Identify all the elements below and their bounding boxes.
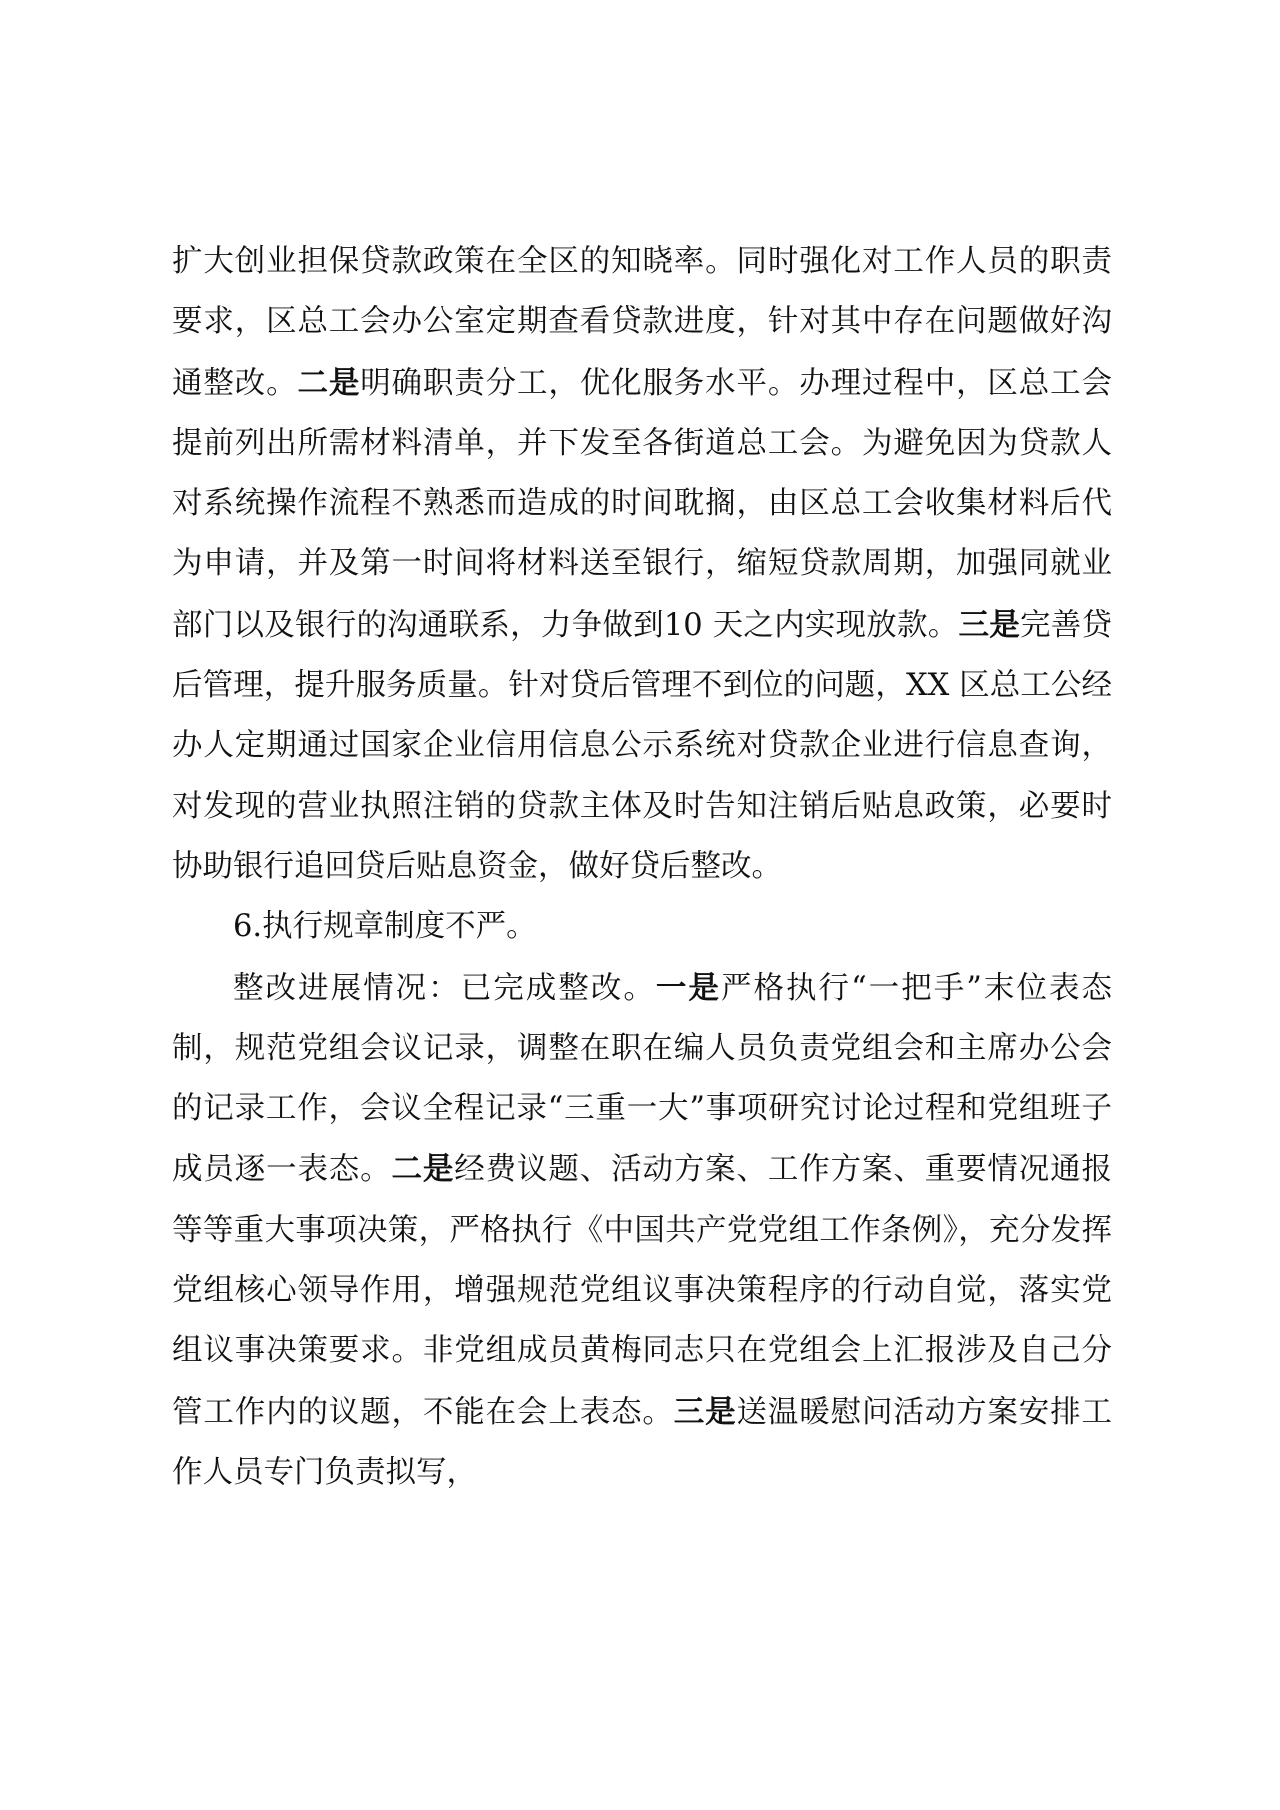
bold-marker-second: 二是 bbox=[297, 364, 361, 401]
bold-marker-second: 二是 bbox=[391, 1151, 455, 1188]
text-segment: 送温暖慰问活动方案安排工作人员专门负责拟写， bbox=[172, 1394, 1113, 1490]
bold-marker-third: 三是 bbox=[958, 606, 1021, 643]
paragraph-loan-rectification bbox=[172, 232, 1112, 897]
text-segment: 经费议题、活动方案、工作方案、重要情况通报等等重大事项决策，严格执行《中国共产党党组工作条例》，充分发挥党组核心领导作用，增强规范党组议事决策程序的行动自觉，落实党组议事决策要求。非党组成员黄梅同志只在党组会上汇报涉及自己分管工作内的议题，不能在会上表态。 bbox=[172, 1152, 1113, 1430]
section-heading-6: 6.执行规章制度不严。 bbox=[233, 909, 537, 945]
bold-marker-third: 三是 bbox=[673, 1393, 737, 1430]
document-body bbox=[172, 232, 1112, 1503]
text-segment: 严格执行“一把手”末位表态制，规范党组会议记录，调整在职在编人员负责党组会和主席办公会的记录工作，会议全程记录“三重一大”事项研究讨论过程和党组班子成员逐一表态。 bbox=[172, 970, 1112, 1188]
text-segment: 完善贷后管理，提升服务质量。针对贷后管理不到位的问题，XX 区总工公经办人定期通过国家企业信用信息公示系统对贷款企业进行信息查询，对发现的营业执照注销的贷款主体及时告知注销后贴息政策，必要时协助银行追回贷后贴息资金，做好贷后整改。 bbox=[172, 607, 1112, 884]
paragraph-rules-rectification bbox=[172, 958, 1112, 1504]
text-segment: 明确职责分工，优化服务水平。办理过程中，区总工会提前列出所需材料清单，并下发至各街道总工会。为避免因为贷款人对系统操作流程不熟悉而造成的时间耽搁，由区总工会收集材料后代为申请，并及第一时间将材料送至银行，缩短贷款周期，加强同就业部门以及银行的沟通联系，力争做到10 天之内实现放款。 bbox=[172, 365, 1113, 643]
text-segment: 扩大创业担保贷款政策在全区的知晓率。同时强化对工作人员的职责要求，区总工会办公室定期查看贷款进度，针对其中存在问题做好沟通整改。 bbox=[172, 244, 1112, 401]
bold-marker-first: 一是 bbox=[655, 969, 721, 1006]
text-segment: 整改进展情况：已完成整改。 bbox=[233, 970, 656, 1006]
